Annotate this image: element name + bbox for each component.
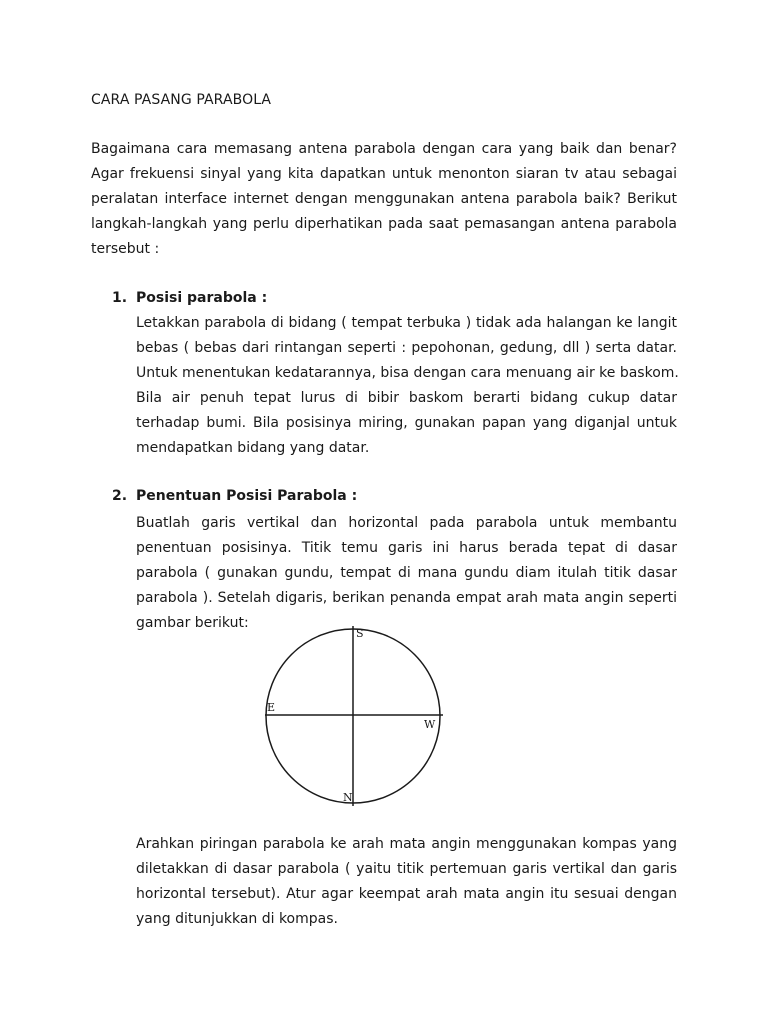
list-item-2-line: parabola ). Setelah digaris, berikan penanda empat arah mata angin seperti [136,590,677,606]
intro-line: Bagaimana cara memasang antena parabola dengan cara yang baik dan benar? [91,141,677,157]
list-item-2-line: gambar berikut: [136,615,249,631]
list-item-1-line: terhadap bumi. Bila posisinya miring, gunakan papan yang diganjal untuk [136,415,677,431]
compass-bottom-label: N [343,791,353,804]
list-item-2-line: Buatlah garis vertikal dan horizontal pada parabola untuk membantu [136,515,677,531]
intro-line: tersebut : [91,241,160,257]
list-item-1-line: Letakkan parabola di bidang ( tempat terbuka ) tidak ada halangan ke langit [136,315,677,331]
list-item-1-body [136,311,677,461]
list-item-2-line: parabola ( gunakan gundu, tempat di mana gundu diam itulah titik dasar [136,565,677,581]
list-item-2-body [136,511,677,636]
compass-diagram [262,624,446,808]
compass-right-label: W [424,718,436,731]
list-item-1-line: Bila air penuh tepat lurus di bibir baskom berarti bidang cukup datar [136,390,677,406]
list-item-1-line: bebas ( bebas dari rintangan seperti : pepohonan, gedung, dll ) serta datar. [136,340,677,356]
closing-line: Arahkan piringan parabola ke arah mata angin menggunakan kompas yang [136,836,677,852]
closing-line: yang ditunjukkan di kompas. [136,911,338,927]
list-item-1-line: mendapatkan bidang yang datar. [136,440,370,456]
list-item-2-line: penentuan posisinya. Titik temu garis ini harus berada tepat di dasar [136,540,677,556]
list-item-1-heading: Posisi parabola : [136,290,268,306]
intro-paragraph [91,137,677,262]
list-item-1-line: Untuk menentukan kedatarannya, bisa dengan cara menuang air ke baskom. [136,365,679,381]
closing-line: horizontal tersebut). Atur agar keempat arah mata angin itu sesuai dengan [136,886,677,902]
closing-paragraph [136,832,677,932]
intro-line: peralatan interface internet dengan menggunakan antena parabola baik? Berikut [91,191,677,207]
document-title: CARA PASANG PARABOLA [91,92,272,108]
closing-line: diletakkan di dasar parabola ( yaitu titik pertemuan garis vertikal dan garis [136,861,677,877]
compass-left-label: E [267,701,276,714]
intro-line: langkah-langkah yang perlu diperhatikan pada saat pemasangan antena parabola [91,216,677,232]
list-item-2-heading: Penentuan Posisi Parabola : [136,488,358,504]
list-item-2-number: 2. [112,488,128,504]
list-item-1-number: 1. [112,290,128,306]
intro-line: Agar frekuensi sinyal yang kita dapatkan untuk menonton siaran tv atau sebagai [91,166,677,182]
compass-top-label: S [356,627,364,640]
